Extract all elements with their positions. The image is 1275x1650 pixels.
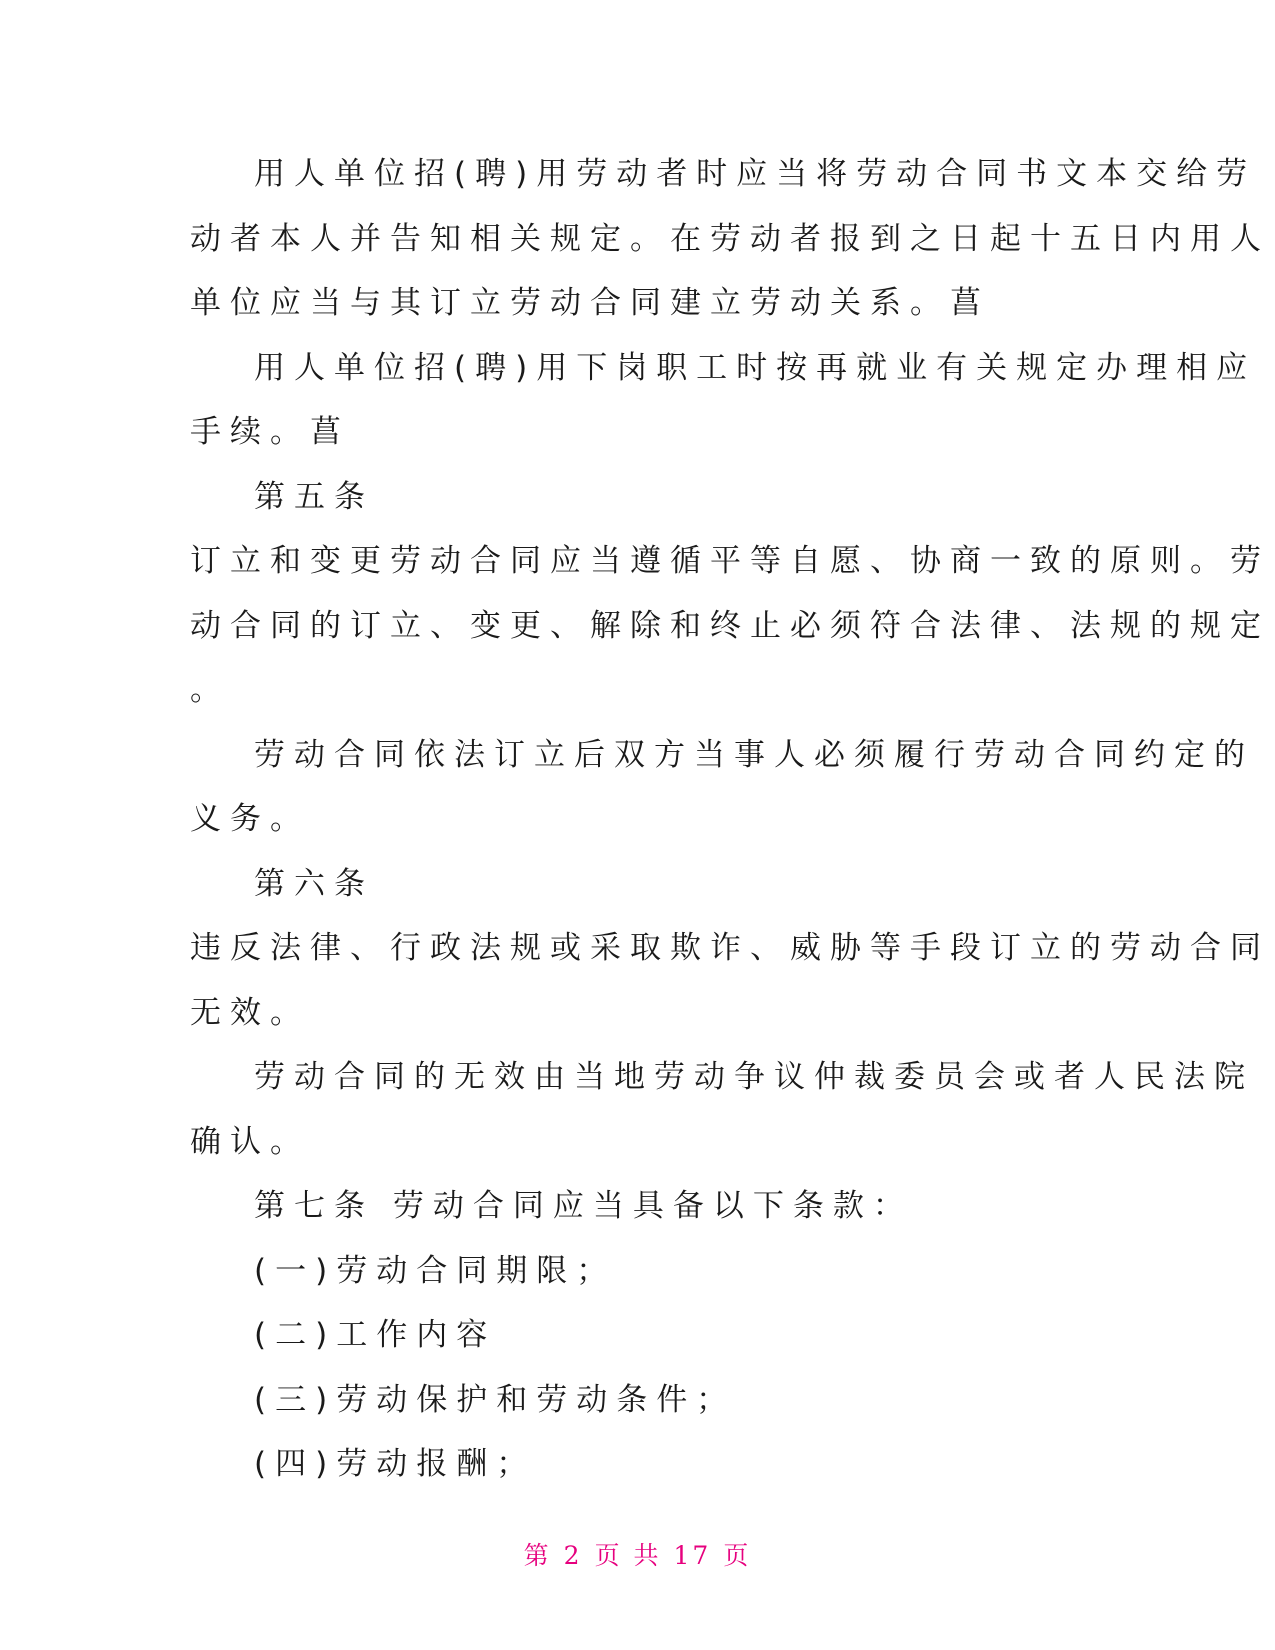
text-line: 用人单位招(聘)用劳动者时应当将劳动合同书文本交给劳 [254,156,1257,192]
footer-prefix: 第 [523,1541,552,1570]
text-line: 劳动合同依法订立后双方当事人必须履行劳动合同约定的 [254,736,1254,773]
article-heading: 第七条 劳动合同应当具备以下条款： [254,1188,913,1224]
text-line: 订立和变更劳动合同应当遵循平等自愿、协商一致的原则。劳 [190,543,1270,579]
list-item: (二)工作内容 [254,1317,497,1353]
text-line: 单位应当与其订立劳动合同建立劳动关系。菖 [190,285,990,321]
text-line: 劳动合同的无效由当地劳动争议仲裁委员会或者人民法院 [254,1059,1254,1095]
text-line: 用人单位招(聘)用下岗职工时按再就业有关规定办理相应 [254,349,1257,386]
text-line: 动合同的订立、变更、解除和终止必须符合法律、法规的规定 [190,607,1270,644]
footer-suffix: 页 [723,1541,752,1570]
page-footer [0,1536,1275,1572]
list-item: (三)劳动保护和劳动条件； [254,1381,737,1418]
text-line: 。 [190,672,230,708]
text-line: 无效。 [190,994,310,1031]
footer-middle: 页 共 [594,1541,662,1570]
document-body [190,142,1270,1497]
text-line: 手续。菖 [190,414,350,450]
text-line: 动者本人并告知相关规定。在劳动者报到之日起十五日内用人 [190,220,1270,257]
article-heading: 第六条 [254,865,374,902]
text-line: 义务。 [190,801,310,837]
article-heading: 第五条 [254,478,374,515]
total-pages-number: 17 [673,1541,712,1570]
text-line: 确认。 [190,1123,310,1160]
list-item: (四)劳动报酬； [254,1446,537,1482]
list-item: (一)劳动合同期限； [254,1252,617,1289]
text-line: 违反法律、行政法规或采取欺诈、威胁等手段订立的劳动合同 [190,930,1270,966]
current-page-number: 2 [563,1541,583,1570]
